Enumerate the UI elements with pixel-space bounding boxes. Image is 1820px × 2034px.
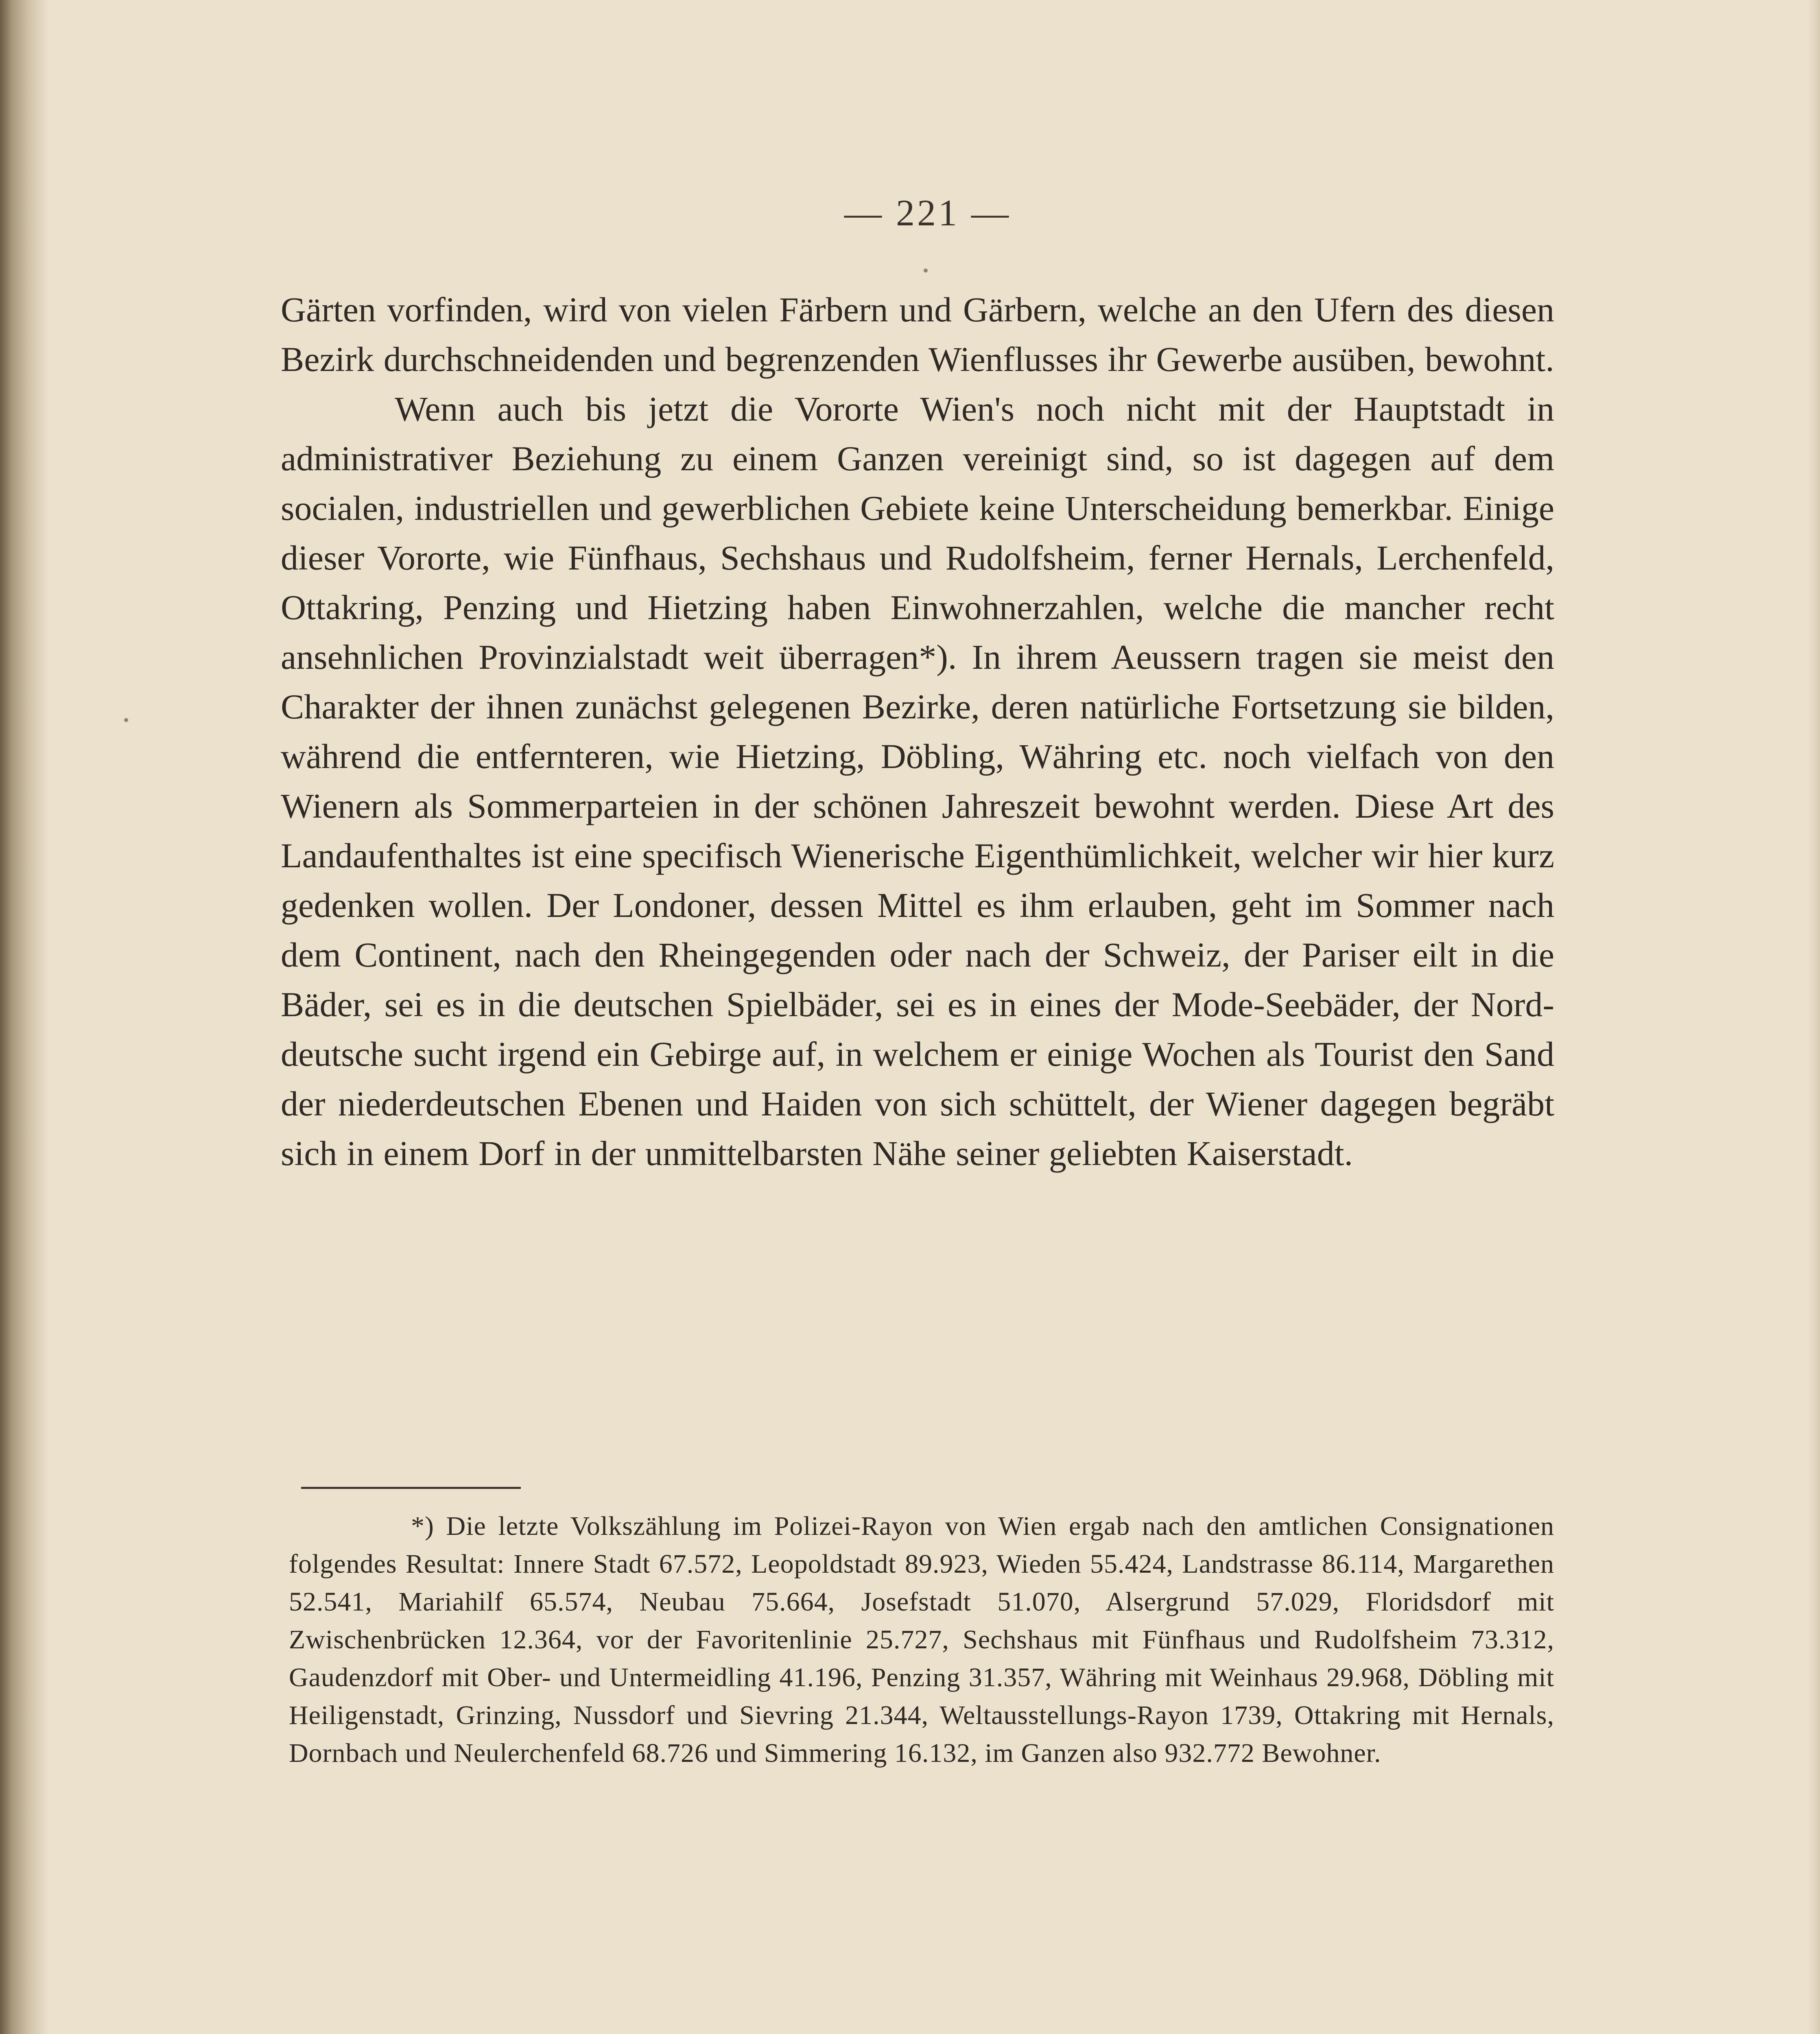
footnote-text: *) Die letzte Volkszählung im Polizei-Rayon von Wien ergab nach den amtlichen Consignationen folgendes Resultat: Innere Stadt 67.572, Leopoldstadt 89.923, Wieden 55.424, Landstrasse 86.114, Margarethen 52.541, Mariahilf 65.574, Neubau 75.664, Josefstadt 51.070, Alsergrund 57.029, Floridsdorf mit Zwischenbrücken 12.364, vor der Favoritenlinie 25.727, Sechshaus mit Fünfhaus und Rudolfsheim 73.312, Gaudenzdorf mit Ober- und Untermeidling 41.196, Penzing 31.357, Währing mit Weinhaus 29.968, Döbling mit Heiligenstadt, Grinzing, Nussdorf und Sievring 21.344, Weltausstellungs-Rayon 1739, Ottakring mit Hernals, Dornbach und Neulerchenfeld 68.726 und Simmering 16.132, im Ganzen also 932.772 Bewohner. [289,1511,1554,1768]
paragraph: Wenn auch bis jetzt die Vororte Wien's noch nicht mit der Hauptstadt in administrativer Beziehung zu einem Ganzen vereinigt sind, so ist dagegen auf dem socialen, industriellen und gewerblichen Gebiete keine Unterscheidung bemerkbar. Einige dieser Vororte, wie Fünfhaus, Sechshaus und Rudolfsheim, ferner Hernals, Lerchenfeld, Ottakring, Penzing und Hietzing haben Einwohnerzahlen, welche die mancher recht ansehnlichen Provinzialstadt weit überragen*). In ihrem Aeussern tragen sie meist den Charakter der ihnen zunächst gelegenen Bezirke, deren natürliche Fortsetzung sie bilden, während die entfernteren, wie Hietzing, Döbling, Währing etc. noch vielfach von den Wienern als Sommerparteien in der schönen Jahreszeit bewohnt werden. Diese Art des Landaufenthaltes ist eine specifisch Wienerische Eigenthümlichkeit, welcher wir hier kurz gedenken wollen. Der Londoner, dessen Mittel es ihm erlauben, geht im Sommer nach dem Continent, nach den Rheingegenden oder nach der Schweiz, der Pariser eilt in die Bäder, sei es in die deutschen Spielbäder, sei es in eines der Mode-Seebäder, der Norddeutsche sucht irgend ein Gebirge auf, in welchem er einige Wochen als Tourist den Sand der niederdeutschen Ebenen und Haiden von sich schüttelt, der Wiener dagegen begräbt sich in einem Dorf in der unmittelbarsten Nähe seiner geliebten Kaiserstadt. [281,389,1554,1173]
body-text [281,285,1554,1178]
paragraph: Gärten vorfinden, wird von vielen Färbern und Gärbern, welche an den Ufern des diesen Bezirk durchschneidenden und begrenzenden Wienflusses ihr Gewerbe ausüben, bewohnt. [281,290,1554,379]
paper-speck [124,718,128,722]
footnote [289,1507,1554,1772]
page-binding-edge [0,0,49,2034]
footnote-divider [301,1487,521,1489]
page-right-edge [1808,0,1820,2034]
paper-speck [924,268,928,273]
page-number: — 221 — [844,192,1011,234]
